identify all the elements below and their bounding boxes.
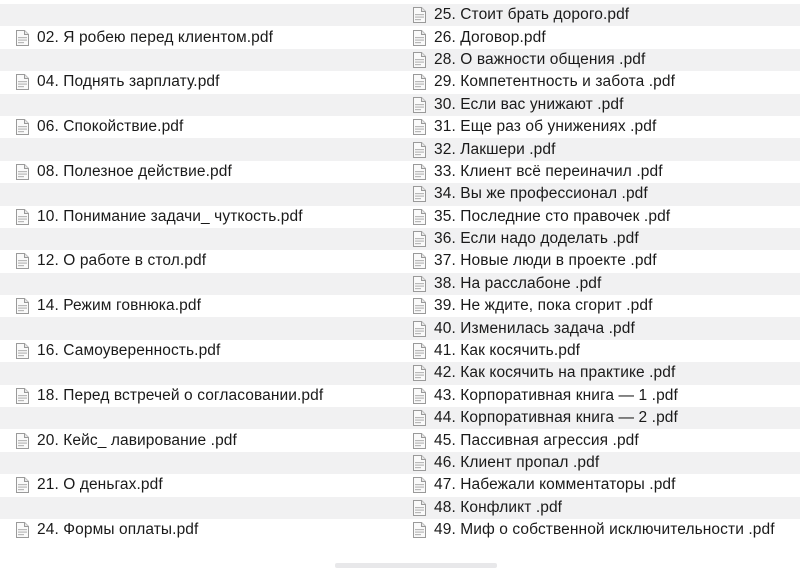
file-name: 41. Как косячить.pdf [434, 342, 581, 360]
file-row[interactable] [0, 49, 800, 71]
file-name: 35. Последние сто правочек .pdf [434, 207, 671, 225]
file-name: 37. Новые люди в проекте .pdf [434, 252, 657, 270]
file-row[interactable] [0, 94, 800, 116]
file-row[interactable] [0, 317, 800, 339]
file-name: 36. Если надо доделать .pdf [434, 230, 639, 248]
file-row[interactable] [0, 250, 800, 272]
file-row[interactable] [0, 71, 800, 93]
pdf-file-icon [413, 276, 426, 292]
file-name: 44. Корпоративная книга — 2 .pdf [434, 409, 678, 427]
file-row[interactable] [0, 26, 800, 48]
file-name: 26. Договор.pdf [434, 28, 546, 46]
file-name: 08. Полезное действие.pdf [37, 162, 232, 180]
file-name: 33. Клиент всё переиначил .pdf [434, 162, 663, 180]
file-name: 29. Компетентность и забота .pdf [434, 73, 676, 91]
file-name: 12. О работе в стол.pdf [37, 252, 207, 270]
file-name: 49. Миф о собственной исключительности .pdf [434, 521, 775, 539]
file-row[interactable] [0, 4, 800, 26]
pdf-file-icon [413, 30, 426, 46]
file-name: 43. Корпоративная книга — 1 .pdf [434, 386, 678, 404]
pdf-file-icon [413, 388, 426, 404]
pdf-file-icon [413, 343, 426, 359]
file-row[interactable] [0, 407, 800, 429]
file-name: 10. Понимание задачи_ чуткость.pdf [37, 207, 303, 225]
pdf-file-icon [413, 209, 426, 225]
pdf-file-icon [413, 186, 426, 202]
file-name: 24. Формы оплаты.pdf [37, 521, 199, 539]
pdf-file-icon [413, 410, 426, 426]
file-row[interactable] [0, 116, 800, 138]
file-name: 40. Изменилась задача .pdf [434, 319, 635, 337]
file-row[interactable] [0, 362, 800, 384]
pdf-file-icon [413, 231, 426, 247]
file-name: 06. Спокойствие.pdf [37, 118, 184, 136]
file-name: 25. Стоит брать дорого.pdf [434, 6, 630, 24]
pdf-file-icon [413, 298, 426, 314]
file-name: 28. О важности общения .pdf [434, 50, 646, 68]
file-name: 46. Клиент пропал .pdf [434, 454, 600, 471]
pdf-file-icon [413, 142, 426, 158]
file-row[interactable] [0, 183, 800, 205]
file-name: 16. Самоуверенность.pdf [37, 342, 221, 360]
file-row[interactable] [0, 452, 800, 474]
pdf-file-icon [413, 500, 426, 516]
file-name: 47. Набежали комментаторы .pdf [434, 476, 676, 494]
file-row[interactable] [0, 295, 800, 317]
pdf-file-icon [413, 119, 426, 135]
pdf-file-icon [413, 321, 426, 337]
pdf-file-icon [413, 433, 426, 449]
file-name: 30. Если вас унижают .pdf [434, 95, 624, 113]
file-name: 14. Режим говнюка.pdf [37, 297, 201, 315]
pdf-file-icon [413, 365, 426, 381]
file-name: 20. Кейс_ лавирование .pdf [37, 431, 237, 449]
file-name: 34. Вы же профессионал .pdf [434, 185, 648, 203]
file-row[interactable] [0, 429, 800, 451]
file-name: 39. Не ждите, пока сгорит .pdf [434, 297, 653, 315]
pdf-file-icon [413, 455, 426, 471]
file-name: 04. Поднять зарплату.pdf [37, 73, 220, 91]
file-name: 38. На расслабоне .pdf [434, 274, 602, 292]
pdf-file-icon [413, 52, 426, 68]
file-name: 31. Еще раз об унижениях .pdf [434, 118, 657, 136]
pdf-file-icon [413, 522, 426, 538]
pdf-file-icon [413, 74, 426, 90]
pdf-file-icon [413, 164, 426, 180]
file-name: 48. Конфликт .pdf [434, 498, 563, 516]
file-name: 21. О деньгах.pdf [37, 476, 163, 494]
file-row[interactable] [0, 497, 800, 519]
file-name: 45. Пассивная агрессия .pdf [434, 431, 639, 449]
file-row[interactable] [0, 138, 800, 160]
file-column-right [400, 4, 800, 541]
file-name: 02. Я робею перед клиентом.pdf [37, 28, 274, 46]
file-name: 32. Лакшери .pdf [434, 140, 556, 158]
pdf-file-icon [413, 253, 426, 269]
file-name: 18. Перед встречей о согласовании.pdf [37, 386, 324, 404]
file-row[interactable] [0, 161, 800, 183]
file-row[interactable] [0, 474, 800, 496]
file-row[interactable] [0, 340, 800, 362]
file-row[interactable] [0, 385, 800, 407]
file-row[interactable] [0, 519, 800, 541]
file-list [0, 4, 800, 541]
scroll-indicator[interactable] [335, 563, 497, 568]
file-name: 42. Как косячить на практике .pdf [434, 364, 676, 382]
file-row[interactable] [0, 228, 800, 250]
pdf-file-icon [413, 7, 426, 23]
pdf-file-icon [413, 97, 426, 113]
file-row[interactable] [0, 206, 800, 228]
pdf-file-icon [413, 477, 426, 493]
file-row[interactable] [0, 273, 800, 295]
